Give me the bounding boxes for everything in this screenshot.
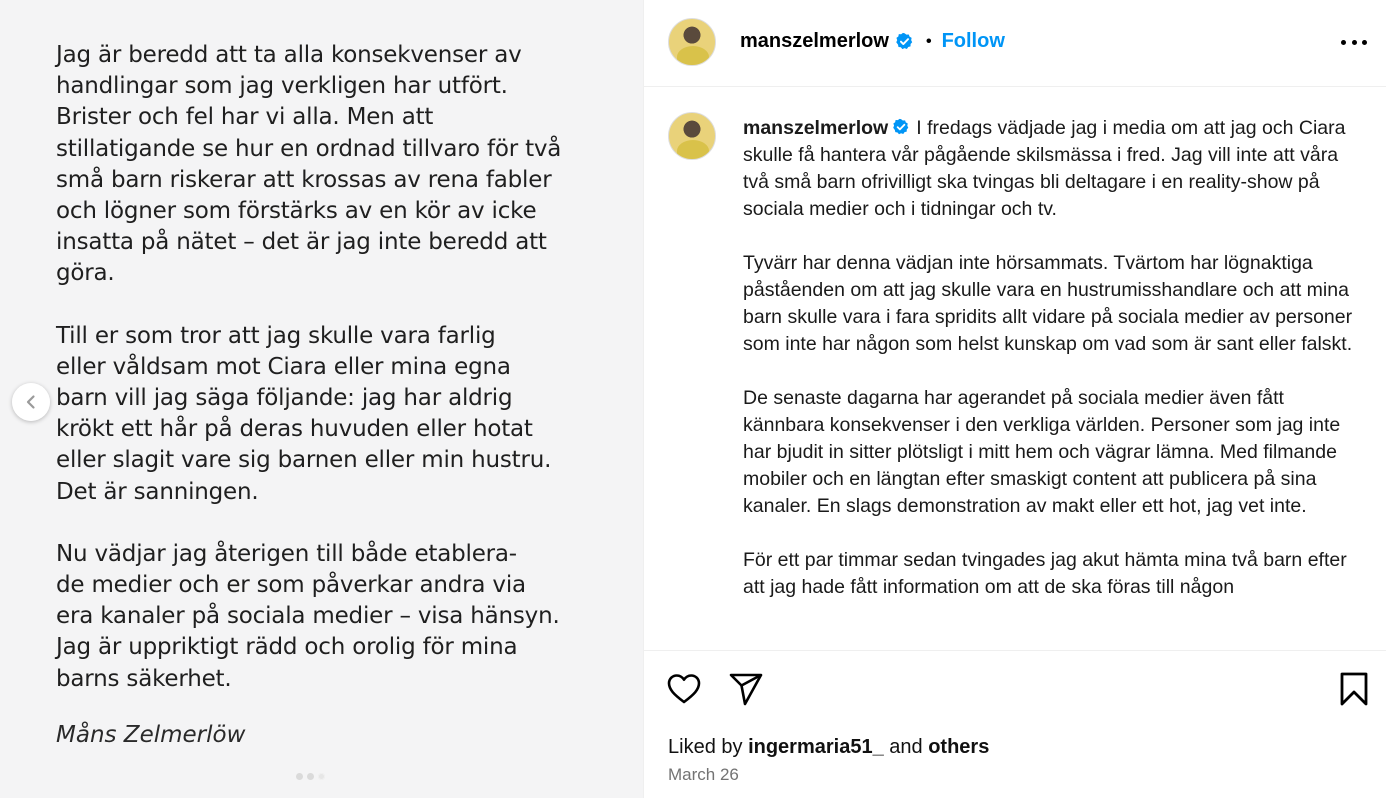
caption-paragraph-4: För ett par timmar sedan tvingades jag akut hämta mina två barn efter att jag hade fått information om att de ska föras till någon (743, 549, 1347, 598)
chevron-left-icon (23, 394, 39, 410)
caption-paragraph-1 (743, 115, 1353, 223)
caption-username-link[interactable]: manszelmerlow (743, 117, 889, 139)
carousel-prev-button[interactable] (12, 383, 50, 421)
bookmark-icon[interactable] (1336, 671, 1372, 707)
caption-avatar[interactable] (668, 112, 716, 160)
avatar[interactable] (668, 18, 716, 66)
carousel-dot (296, 773, 303, 780)
media-paragraph-1: Jag är beredd att ta alla konsekvenser av handlingar som jag verkligen har utfört. Brister och fel har vi alla. Men att stillatigande se hur en ordnad tillvaro för två små barn riskerar att krossas av rena fabler och lögner som förstärks av en kör av icke insatta på nätet – det är jag inte beredd att göra. (56, 42, 562, 287)
liked-by-and: and (889, 736, 923, 758)
caption-paragraph-2: Tyvärr har denna vädjan inte hörsammats. Tvärtom har lögnaktiga påståenden om att jag skulle vara en hustrumisshandlare och att mina barn skulle vara i fara spridits allt vidare på sociala medier av personer som inte har någon som helst kunskap om vad som är sant eller falskt. (743, 252, 1353, 355)
liked-by-others-link[interactable]: others (928, 736, 990, 758)
more-dot (1362, 40, 1367, 45)
verified-badge-icon (895, 32, 914, 51)
liked-by-user-link[interactable]: ingermaria51_ (748, 736, 884, 758)
post-sidebar (643, 0, 1386, 798)
caption-paragraph-3: De senaste dagarna har agerandet på sociala medier även fått kännbara konsekvenser i den verkliga världen. Personer som jag inte har bjudit in sitter plötsligt i mitt hem och vägrar lämna. Med filmande mobiler och en längtan efter smaskigt content att publicera på sina kanaler. En slags demonstration av makt eller ett hot, jag vet inte. (743, 387, 1341, 517)
post-media (0, 0, 643, 798)
header-user-row (740, 30, 1005, 53)
username-link[interactable]: manszelmerlow (740, 30, 889, 52)
likes-summary (668, 736, 989, 759)
carousel-dots (296, 773, 325, 780)
carousel-dot (307, 773, 314, 780)
media-text (56, 40, 616, 726)
more-horizontal-icon[interactable] (1341, 32, 1367, 52)
carousel-dot-active (318, 773, 325, 780)
follow-button[interactable]: Follow (941, 30, 1005, 52)
more-dot (1352, 40, 1357, 45)
post-actions (644, 650, 1386, 798)
send-icon[interactable] (728, 671, 764, 707)
caption-scroll-area[interactable] (644, 88, 1386, 650)
post-header (644, 0, 1386, 87)
more-dot (1341, 40, 1346, 45)
media-paragraph-3: Nu vädjar jag återigen till både etablera- de medier och er som påverkar andra via era kanaler på sociala medier – visa hänsyn. Jag är uppriktigt rädd och orolig för mina barns säkerhet. (56, 540, 560, 692)
verified-badge-icon (892, 118, 910, 136)
caption-text (743, 115, 1353, 628)
liked-by-prefix: Liked by (668, 736, 743, 758)
media-paragraph-2: Till er som tror att jag skulle vara farlig eller våldsam mot Ciara eller mina egna barn vill jag säga följande: jag har aldrig krökt ett hår på deras huvuden eller hotat eller slagit vare sig barnen eller min hustru. Det är sanningen. (56, 322, 552, 505)
post-date[interactable]: March 26 (668, 765, 739, 784)
caption-body-1: I fredags vädjade jag i media om att jag och Ciara skulle få hantera vår pågående skilsmässa i fred. Jag vill inte att våra två små barn ofrivilligt ska tvingas bli deltagare i en reality-show på sociala medier och i tidningar och tv. (743, 117, 1346, 220)
media-signature: Måns Zelmerlöw (56, 722, 246, 748)
separator-dot: • (925, 32, 932, 50)
heart-icon[interactable] (666, 671, 702, 707)
